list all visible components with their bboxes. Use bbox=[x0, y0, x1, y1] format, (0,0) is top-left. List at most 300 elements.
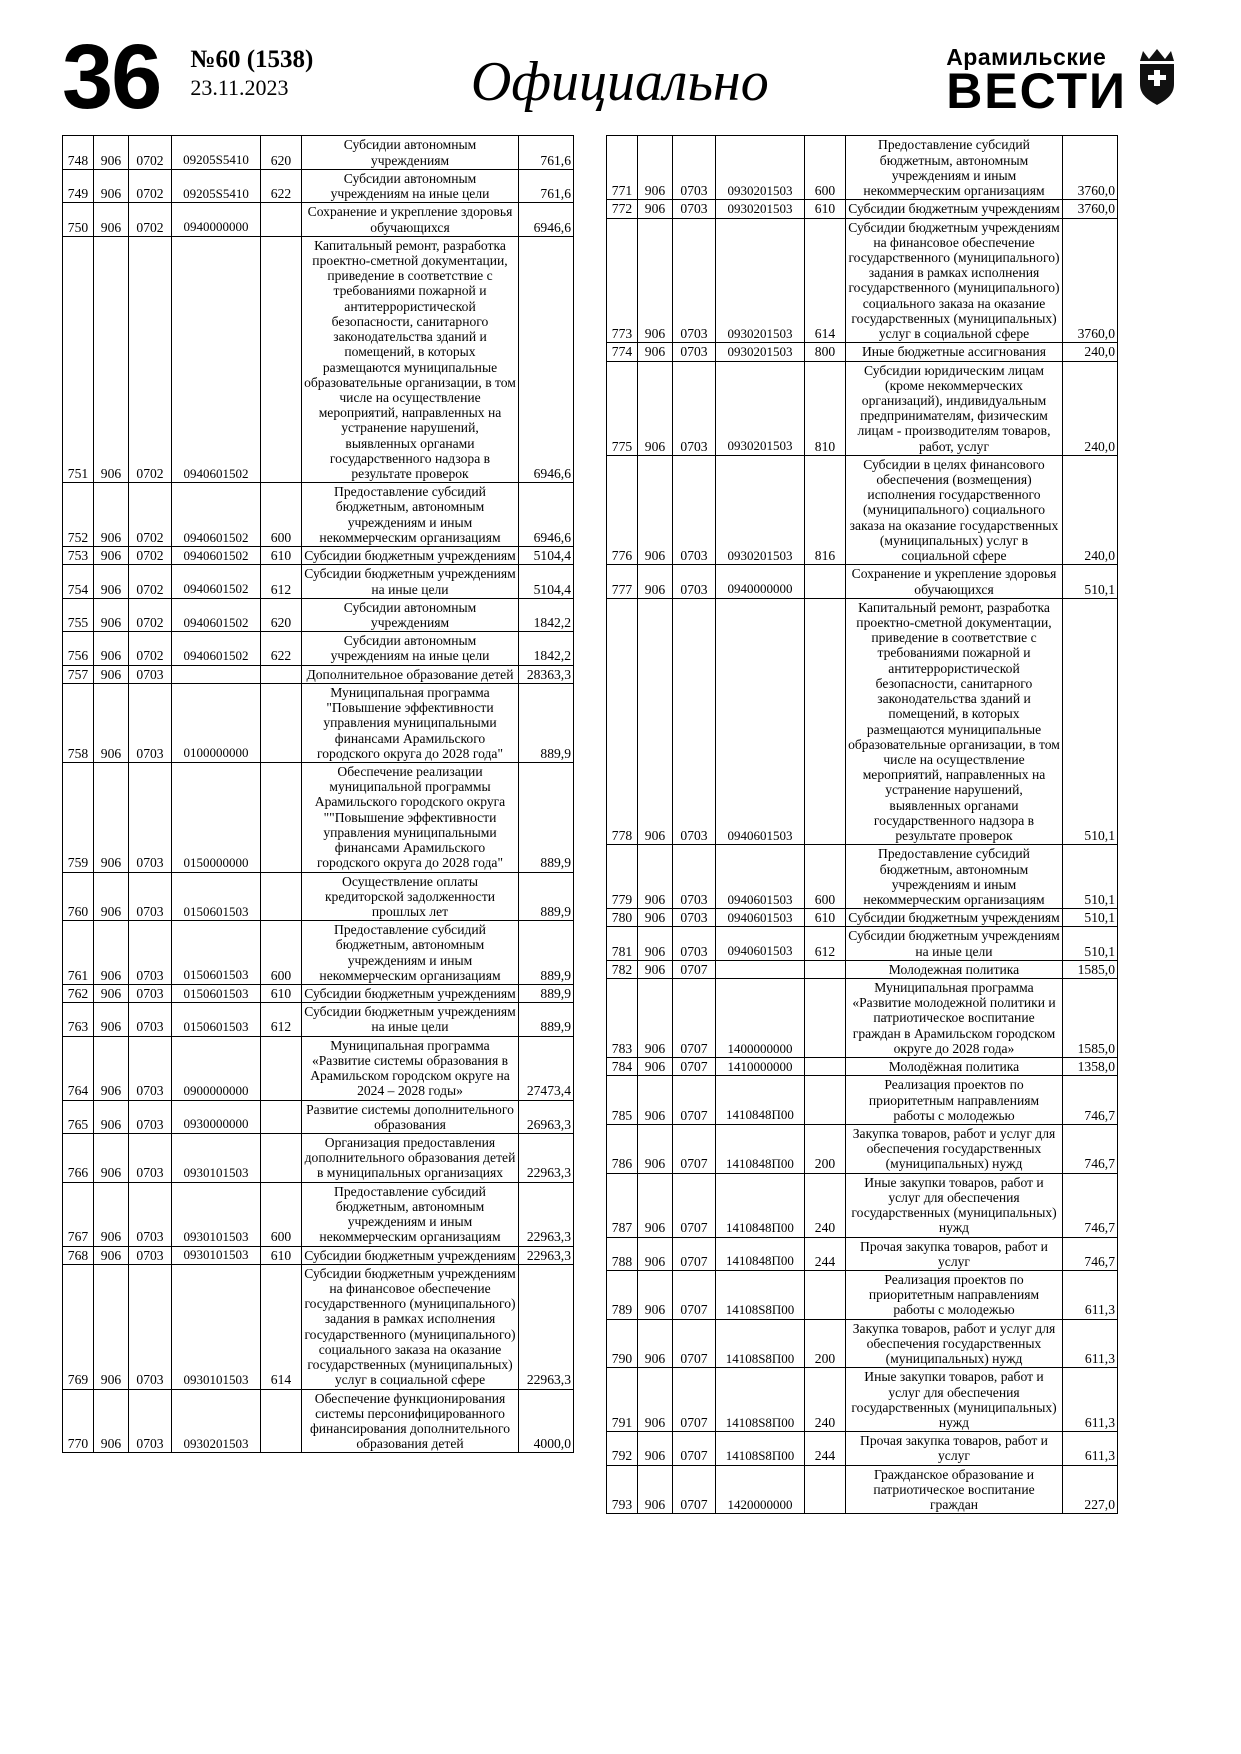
cell-amount: 6946,6 bbox=[519, 236, 574, 483]
cell-elem: 600 bbox=[805, 136, 846, 200]
table-row bbox=[63, 1182, 574, 1246]
cell-sec: 0703 bbox=[129, 1100, 172, 1133]
cell-adm: 906 bbox=[638, 1076, 673, 1125]
cell-name: Капитальный ремонт, разработка проектно-сметной документации, приведение в соответствие с требованиями пожарной и антитеррористической безопасности, санитарного законодательства зданий и помещений, в которых размещаются муниципальные образовательные организации, в том числе на осуществление мероприятий, направленных на устранение нарушений, выявленных органами государственного надзора в результате проверок bbox=[302, 236, 519, 483]
cell-prog: 0150601503 bbox=[172, 985, 261, 1003]
table-row bbox=[607, 979, 1118, 1058]
table-row bbox=[607, 343, 1118, 361]
cell-prog: 1410848П00 bbox=[716, 1237, 805, 1270]
cell-sec: 0707 bbox=[673, 1058, 716, 1076]
cell-name: Субсидии бюджетным учреждениям bbox=[302, 547, 519, 565]
cell-amount: 1585,0 bbox=[1063, 979, 1118, 1058]
cell-name: Реализация проектов по приоритетным направлениям работы с молодежью bbox=[846, 1270, 1063, 1319]
table-row bbox=[63, 1134, 574, 1183]
cell-elem bbox=[261, 1036, 302, 1100]
table-row bbox=[63, 665, 574, 683]
table-row bbox=[63, 483, 574, 547]
table-row bbox=[607, 1058, 1118, 1076]
cell-sec: 0703 bbox=[673, 845, 716, 909]
cell-name: Субсидии автономным учреждениям на иные цели bbox=[302, 632, 519, 665]
cell-adm: 906 bbox=[638, 1432, 673, 1465]
cell-name: Осуществление оплаты кредиторской задолженности прошлых лет bbox=[302, 872, 519, 921]
cell-name: Дополнительное образование детей bbox=[302, 665, 519, 683]
cell-num: 772 bbox=[607, 200, 638, 218]
cell-num: 760 bbox=[63, 872, 94, 921]
cell-name: Субсидии юридическим лицам (кроме некоммерческих организаций), индивидуальным предпринимателям, физическим лицам - производителям товаров, работ, услуг bbox=[846, 361, 1063, 455]
budget-table-left bbox=[62, 135, 574, 1453]
cell-amount: 611,3 bbox=[1063, 1270, 1118, 1319]
cell-amount: 889,9 bbox=[519, 921, 574, 985]
cell-amount: 22963,3 bbox=[519, 1134, 574, 1183]
cell-num: 785 bbox=[607, 1076, 638, 1125]
cell-prog: 0150601503 bbox=[172, 1003, 261, 1036]
cell-num: 750 bbox=[63, 203, 94, 236]
cell-elem: 600 bbox=[261, 1182, 302, 1246]
cell-prog: 0940601502 bbox=[172, 483, 261, 547]
cell-amount: 889,9 bbox=[519, 762, 574, 872]
table-row bbox=[63, 598, 574, 631]
cell-elem bbox=[261, 236, 302, 483]
cell-elem: 612 bbox=[261, 1003, 302, 1036]
budget-table-right bbox=[606, 135, 1118, 1514]
cell-elem: 244 bbox=[805, 1237, 846, 1270]
cell-adm: 906 bbox=[94, 632, 129, 665]
cell-sec: 0702 bbox=[129, 598, 172, 631]
cell-num: 758 bbox=[63, 683, 94, 762]
cell-amount: 889,9 bbox=[519, 683, 574, 762]
cell-sec: 0703 bbox=[129, 665, 172, 683]
cell-sec: 0702 bbox=[129, 483, 172, 547]
cell-amount: 889,9 bbox=[519, 872, 574, 921]
cell-prog: 1400000000 bbox=[716, 979, 805, 1058]
cell-name: Муниципальная программа «Развитие системы образования в Арамильском городском округе на 2024 – 2028 годы» bbox=[302, 1036, 519, 1100]
cell-sec: 0702 bbox=[129, 203, 172, 236]
cell-prog: 0940601502 bbox=[172, 565, 261, 598]
cell-elem: 620 bbox=[261, 598, 302, 631]
cell-adm: 906 bbox=[638, 218, 673, 343]
cell-sec: 0703 bbox=[673, 361, 716, 455]
cell-name: Предоставление субсидий бюджетным, автономным учреждениям и иным некоммерческим организациям bbox=[302, 1182, 519, 1246]
cell-prog: 0150601503 bbox=[172, 921, 261, 985]
cell-adm: 906 bbox=[638, 1270, 673, 1319]
table-row bbox=[607, 565, 1118, 598]
cell-prog bbox=[172, 665, 261, 683]
cell-name: Обеспечение функционирования системы персонифицированного финансирования дополнительного образования детей bbox=[302, 1389, 519, 1453]
cell-amount: 5104,4 bbox=[519, 565, 574, 598]
table-row bbox=[607, 845, 1118, 909]
cell-sec: 0707 bbox=[673, 1125, 716, 1174]
cell-amount: 28363,3 bbox=[519, 665, 574, 683]
cell-prog: 0930201503 bbox=[172, 1389, 261, 1453]
cell-name: Реализация проектов по приоритетным направлениям работы с молодежью bbox=[846, 1076, 1063, 1125]
cell-elem: 622 bbox=[261, 169, 302, 202]
cell-num: 754 bbox=[63, 565, 94, 598]
cell-num: 774 bbox=[607, 343, 638, 361]
cell-amount: 22963,3 bbox=[519, 1246, 574, 1264]
cell-num: 783 bbox=[607, 979, 638, 1058]
cell-name: Предоставление субсидий бюджетным, автономным учреждениям и иным некоммерческим организациям bbox=[302, 921, 519, 985]
cell-adm: 906 bbox=[638, 845, 673, 909]
table-row bbox=[63, 921, 574, 985]
cell-adm: 906 bbox=[94, 665, 129, 683]
cell-elem bbox=[805, 1076, 846, 1125]
cell-sec: 0703 bbox=[129, 683, 172, 762]
cell-name: Субсидии бюджетным учреждениям на иные цели bbox=[302, 565, 519, 598]
cell-num: 782 bbox=[607, 960, 638, 978]
cell-elem: 200 bbox=[805, 1319, 846, 1368]
table-row bbox=[63, 762, 574, 872]
cell-amount: 5104,4 bbox=[519, 547, 574, 565]
cell-elem bbox=[805, 598, 846, 845]
cell-adm: 906 bbox=[638, 343, 673, 361]
cell-adm: 906 bbox=[94, 1036, 129, 1100]
table-row bbox=[607, 200, 1118, 218]
table-row bbox=[607, 1173, 1118, 1237]
cell-name: Прочая закупка товаров, работ и услуг bbox=[846, 1432, 1063, 1465]
cell-prog: 0940601503 bbox=[716, 845, 805, 909]
cell-num: 792 bbox=[607, 1432, 638, 1465]
cell-elem: 244 bbox=[805, 1432, 846, 1465]
cell-prog: 14108S8П00 bbox=[716, 1432, 805, 1465]
cell-adm: 906 bbox=[94, 236, 129, 483]
cell-prog: 0930201503 bbox=[716, 455, 805, 565]
table-row bbox=[63, 236, 574, 483]
cell-elem bbox=[261, 1100, 302, 1133]
cell-prog: 0940601502 bbox=[172, 236, 261, 483]
cell-elem: 610 bbox=[261, 985, 302, 1003]
cell-name: Субсидии бюджетным учреждениям на иные цели bbox=[302, 1003, 519, 1036]
cell-sec: 0703 bbox=[129, 1389, 172, 1453]
cell-name: Субсидии бюджетным учреждениям на финансовое обеспечение государственного (муниципального) задания в рамках исполнения государственного (муниципального) социального заказа на оказание государственных (муниципальных) услуг в социальной сфере bbox=[302, 1264, 519, 1389]
cell-adm: 906 bbox=[638, 361, 673, 455]
cell-adm: 906 bbox=[638, 960, 673, 978]
cell-num: 788 bbox=[607, 1237, 638, 1270]
cell-amount: 4000,0 bbox=[519, 1389, 574, 1453]
issue-number: №60 (1538) bbox=[190, 46, 314, 73]
cell-elem: 600 bbox=[261, 921, 302, 985]
cell-prog: 0100000000 bbox=[172, 683, 261, 762]
table-row bbox=[607, 361, 1118, 455]
cell-prog: 0940601502 bbox=[172, 598, 261, 631]
cell-num: 753 bbox=[63, 547, 94, 565]
cell-adm: 906 bbox=[94, 1134, 129, 1183]
cell-prog: 0930000000 bbox=[172, 1100, 261, 1133]
table-row bbox=[63, 203, 574, 236]
cell-name: Гражданское образование и патриотическое воспитание граждан bbox=[846, 1465, 1063, 1514]
cell-amount: 611,3 bbox=[1063, 1368, 1118, 1432]
cell-amount: 3760,0 bbox=[1063, 218, 1118, 343]
cell-name: Субсидии бюджетным учреждениям на иные цели bbox=[846, 927, 1063, 960]
cell-amount: 3760,0 bbox=[1063, 200, 1118, 218]
table-row bbox=[607, 960, 1118, 978]
cell-amount: 510,1 bbox=[1063, 927, 1118, 960]
cell-amount: 510,1 bbox=[1063, 598, 1118, 845]
cell-prog: 09205S5410 bbox=[172, 136, 261, 169]
cell-adm: 906 bbox=[94, 683, 129, 762]
table-row bbox=[63, 683, 574, 762]
cell-name: Субсидии в целях финансового обеспечения (возмещения) исполнения государственного (муниципального) социального заказа на оказание государственных (муниципальных) услуг в социальной сфере bbox=[846, 455, 1063, 565]
cell-sec: 0703 bbox=[129, 1036, 172, 1100]
cell-elem bbox=[805, 1058, 846, 1076]
cell-amount: 611,3 bbox=[1063, 1432, 1118, 1465]
cell-adm: 906 bbox=[94, 1100, 129, 1133]
cell-elem bbox=[261, 683, 302, 762]
cell-sec: 0703 bbox=[129, 872, 172, 921]
cell-num: 778 bbox=[607, 598, 638, 845]
cell-num: 759 bbox=[63, 762, 94, 872]
cell-num: 766 bbox=[63, 1134, 94, 1183]
cell-amount: 746,7 bbox=[1063, 1076, 1118, 1125]
cell-sec: 0707 bbox=[673, 1270, 716, 1319]
cell-prog: 0930101503 bbox=[172, 1246, 261, 1264]
cell-num: 793 bbox=[607, 1465, 638, 1514]
cell-amount: 510,1 bbox=[1063, 565, 1118, 598]
cell-num: 776 bbox=[607, 455, 638, 565]
cell-elem bbox=[261, 665, 302, 683]
table-row bbox=[63, 872, 574, 921]
cell-num: 775 bbox=[607, 361, 638, 455]
table-row bbox=[63, 1389, 574, 1453]
cell-elem: 610 bbox=[261, 547, 302, 565]
cell-adm: 906 bbox=[638, 1319, 673, 1368]
cell-prog: 0930101503 bbox=[172, 1134, 261, 1183]
cell-prog: 0940601503 bbox=[716, 927, 805, 960]
table-row bbox=[607, 1237, 1118, 1270]
cell-prog: 14108S8П00 bbox=[716, 1270, 805, 1319]
cell-prog: 0940601503 bbox=[716, 909, 805, 927]
cell-num: 752 bbox=[63, 483, 94, 547]
cell-adm: 906 bbox=[94, 169, 129, 202]
table-row bbox=[607, 1465, 1118, 1514]
cell-amount: 240,0 bbox=[1063, 455, 1118, 565]
cell-name: Муниципальная программа «Развитие молодежной политики и патриотическое воспитание граждан в Арамильском городском округе до 2028 года» bbox=[846, 979, 1063, 1058]
cell-name: Закупка товаров, работ и услуг для обеспечения государственных (муниципальных) нужд bbox=[846, 1125, 1063, 1174]
cell-num: 786 bbox=[607, 1125, 638, 1174]
cell-num: 779 bbox=[607, 845, 638, 909]
table-row bbox=[607, 136, 1118, 200]
cell-adm: 906 bbox=[638, 909, 673, 927]
cell-amount: 889,9 bbox=[519, 1003, 574, 1036]
cell-prog: 14108S8П00 bbox=[716, 1319, 805, 1368]
cell-adm: 906 bbox=[638, 1465, 673, 1514]
cell-sec: 0703 bbox=[129, 1003, 172, 1036]
table-row bbox=[607, 218, 1118, 343]
cell-amount: 1842,2 bbox=[519, 598, 574, 631]
cell-amount: 6946,6 bbox=[519, 483, 574, 547]
cell-prog: 0940601502 bbox=[172, 632, 261, 665]
cell-num: 777 bbox=[607, 565, 638, 598]
cell-elem: 612 bbox=[805, 927, 846, 960]
cell-num: 767 bbox=[63, 1182, 94, 1246]
cell-num: 784 bbox=[607, 1058, 638, 1076]
cell-prog: 0930201503 bbox=[716, 218, 805, 343]
cell-amount: 889,9 bbox=[519, 985, 574, 1003]
cell-adm: 906 bbox=[94, 203, 129, 236]
cell-prog: 09205S5410 bbox=[172, 169, 261, 202]
cell-amount: 240,0 bbox=[1063, 343, 1118, 361]
cell-num: 764 bbox=[63, 1036, 94, 1100]
cell-num: 756 bbox=[63, 632, 94, 665]
cell-name: Иные бюджетные ассигнования bbox=[846, 343, 1063, 361]
cell-name: Предоставление субсидий бюджетным, автономным учреждениям и иным некоммерческим организациям bbox=[846, 136, 1063, 200]
table-row bbox=[63, 1264, 574, 1389]
table-row bbox=[607, 1368, 1118, 1432]
cell-elem: 620 bbox=[261, 136, 302, 169]
issue-block bbox=[190, 46, 313, 101]
cell-elem: 622 bbox=[261, 632, 302, 665]
section-title: Официально bbox=[470, 51, 769, 113]
cell-elem bbox=[805, 960, 846, 978]
cell-name: Субсидии автономным учреждениям bbox=[302, 598, 519, 631]
cell-name: Субсидии бюджетным учреждениям bbox=[302, 985, 519, 1003]
cell-adm: 906 bbox=[94, 921, 129, 985]
cell-sec: 0703 bbox=[673, 218, 716, 343]
cell-elem: 240 bbox=[805, 1368, 846, 1432]
cell-amount: 1585,0 bbox=[1063, 960, 1118, 978]
issue-date: 23.11.2023 bbox=[190, 74, 289, 100]
cell-adm: 906 bbox=[638, 1173, 673, 1237]
cell-prog: 0940601502 bbox=[172, 547, 261, 565]
page-header bbox=[0, 0, 1241, 128]
cell-elem bbox=[805, 1270, 846, 1319]
cell-sec: 0707 bbox=[673, 1173, 716, 1237]
cell-elem: 600 bbox=[805, 845, 846, 909]
cell-name: Иные закупки товаров, работ и услуг для обеспечения государственных (муниципальных) нужд bbox=[846, 1368, 1063, 1432]
cell-prog: 0150000000 bbox=[172, 762, 261, 872]
cell-num: 749 bbox=[63, 169, 94, 202]
cell-adm: 906 bbox=[94, 985, 129, 1003]
cell-amount: 611,3 bbox=[1063, 1319, 1118, 1368]
cell-adm: 906 bbox=[638, 1058, 673, 1076]
cell-sec: 0702 bbox=[129, 136, 172, 169]
cell-amount: 746,7 bbox=[1063, 1237, 1118, 1270]
cell-name: Прочая закупка товаров, работ и услуг bbox=[846, 1237, 1063, 1270]
table-row bbox=[607, 1125, 1118, 1174]
cell-prog: 1420000000 bbox=[716, 1465, 805, 1514]
cell-elem bbox=[261, 1389, 302, 1453]
cell-sec: 0703 bbox=[673, 598, 716, 845]
cell-name: Субсидии бюджетным учреждениям на финансовое обеспечение государственного (муниципального) задания в рамках исполнения государственного (муниципального) социального заказа на оказание государственных (муниципальных) услуг в социальной сфере bbox=[846, 218, 1063, 343]
cell-name: Субсидии бюджетным учреждениям bbox=[302, 1246, 519, 1264]
cell-num: 789 bbox=[607, 1270, 638, 1319]
cell-amount: 240,0 bbox=[1063, 361, 1118, 455]
cell-sec: 0707 bbox=[673, 1076, 716, 1125]
table-row bbox=[607, 927, 1118, 960]
cell-elem: 816 bbox=[805, 455, 846, 565]
cell-num: 761 bbox=[63, 921, 94, 985]
cell-prog: 1410000000 bbox=[716, 1058, 805, 1076]
cell-prog: 0930101503 bbox=[172, 1182, 261, 1246]
cell-adm: 906 bbox=[638, 455, 673, 565]
cell-name: Муниципальная программа "Повышение эффективности управления муниципальными финансами Арамильского городского округа до 2028 года" bbox=[302, 683, 519, 762]
cell-sec: 0702 bbox=[129, 236, 172, 483]
cell-prog: 0930201503 bbox=[716, 343, 805, 361]
cell-elem bbox=[261, 203, 302, 236]
brand-text bbox=[946, 44, 1127, 119]
table-row bbox=[607, 1432, 1118, 1465]
cell-elem: 614 bbox=[261, 1264, 302, 1389]
cell-sec: 0702 bbox=[129, 565, 172, 598]
cell-elem: 610 bbox=[805, 200, 846, 218]
cell-elem: 240 bbox=[805, 1173, 846, 1237]
cell-adm: 906 bbox=[638, 1237, 673, 1270]
cell-name: Обеспечение реализации муниципальной программы Арамильского городского округа ""Повышение эффективности управления муниципальными финансами Арамильского городского округа до 2028 года" bbox=[302, 762, 519, 872]
cell-amount: 22963,3 bbox=[519, 1182, 574, 1246]
cell-name: Предоставление субсидий бюджетным, автономным учреждениям и иным некоммерческим организациям bbox=[302, 483, 519, 547]
cell-prog: 0930201503 bbox=[716, 200, 805, 218]
cell-sec: 0703 bbox=[129, 1246, 172, 1264]
cell-adm: 906 bbox=[94, 762, 129, 872]
cell-sec: 0703 bbox=[673, 200, 716, 218]
cell-elem bbox=[805, 565, 846, 598]
cell-prog: 0940000000 bbox=[172, 203, 261, 236]
cell-elem: 810 bbox=[805, 361, 846, 455]
cell-elem: 614 bbox=[805, 218, 846, 343]
budget-tables bbox=[0, 121, 1241, 1514]
cell-sec: 0703 bbox=[673, 565, 716, 598]
cell-elem: 200 bbox=[805, 1125, 846, 1174]
cell-elem: 610 bbox=[261, 1246, 302, 1264]
cell-prog: 0930201503 bbox=[716, 361, 805, 455]
cell-name: Капитальный ремонт, разработка проектно-сметной документации, приведение в соответствие с требованиями пожарной и антитеррористической безопасности, санитарного законодательства зданий и помещений, в которых размещаются муниципальные образовательные организации, в том числе на осуществление мероприятий, направленных на устранение нарушений, выявленных органами государственного надзора в результате проверок bbox=[846, 598, 1063, 845]
table-row bbox=[63, 1036, 574, 1100]
cell-num: 755 bbox=[63, 598, 94, 631]
cell-adm: 906 bbox=[94, 565, 129, 598]
cell-prog: 14108S8П00 bbox=[716, 1368, 805, 1432]
cell-amount: 746,7 bbox=[1063, 1173, 1118, 1237]
table-row bbox=[63, 1246, 574, 1264]
table-row bbox=[607, 1319, 1118, 1368]
cell-elem: 800 bbox=[805, 343, 846, 361]
cell-adm: 906 bbox=[94, 872, 129, 921]
cell-amount: 746,7 bbox=[1063, 1125, 1118, 1174]
page-number: 36 bbox=[62, 26, 161, 128]
table-row bbox=[63, 632, 574, 665]
cell-adm: 906 bbox=[94, 598, 129, 631]
cell-prog: 1410848П00 bbox=[716, 1076, 805, 1125]
cell-num: 768 bbox=[63, 1246, 94, 1264]
cell-adm: 906 bbox=[94, 1389, 129, 1453]
cell-amount: 27473,4 bbox=[519, 1036, 574, 1100]
cell-adm: 906 bbox=[94, 547, 129, 565]
cell-num: 780 bbox=[607, 909, 638, 927]
cell-adm: 906 bbox=[638, 136, 673, 200]
cell-elem: 612 bbox=[261, 565, 302, 598]
cell-name: Субсидии автономным учреждениям на иные цели bbox=[302, 169, 519, 202]
cell-prog: 0940000000 bbox=[716, 565, 805, 598]
cell-name: Сохранение и укрепление здоровья обучающихся bbox=[846, 565, 1063, 598]
cell-adm: 906 bbox=[638, 927, 673, 960]
cell-name: Субсидии автономным учреждениям bbox=[302, 136, 519, 169]
cell-prog bbox=[716, 960, 805, 978]
cell-num: 757 bbox=[63, 665, 94, 683]
cell-adm: 906 bbox=[638, 200, 673, 218]
cell-num: 787 bbox=[607, 1173, 638, 1237]
cell-prog: 0930201503 bbox=[716, 136, 805, 200]
table-row bbox=[63, 1003, 574, 1036]
cell-sec: 0703 bbox=[673, 343, 716, 361]
cell-prog: 0930101503 bbox=[172, 1264, 261, 1389]
cell-sec: 0707 bbox=[673, 960, 716, 978]
cell-prog: 1410848П00 bbox=[716, 1173, 805, 1237]
cell-sec: 0707 bbox=[673, 979, 716, 1058]
cell-sec: 0703 bbox=[129, 762, 172, 872]
cell-sec: 0703 bbox=[673, 455, 716, 565]
cell-adm: 906 bbox=[638, 598, 673, 845]
table-row bbox=[607, 455, 1118, 565]
table-row bbox=[63, 169, 574, 202]
cell-name: Субсидии бюджетным учреждениям bbox=[846, 909, 1063, 927]
